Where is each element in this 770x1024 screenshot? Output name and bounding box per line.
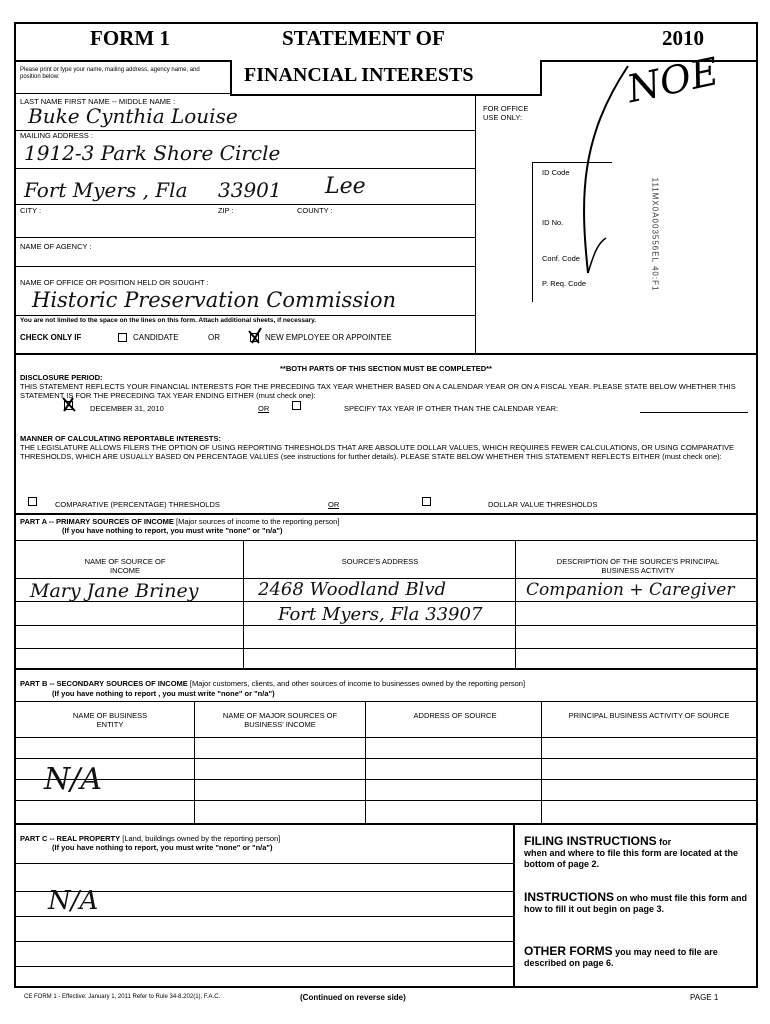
manner-text: THE LEGISLATURE ALLOWS FILERS THE OPTION OF USING REPORTING THRESHOLDS THAT ARE ABSOLUTE DOLLAR VALUES, WHICH REQUIRES FEWER CALCULATIONS, OR USING COMPARATIVE THRESHOLDS, WHICH ARE USUALLY BASED ON PERCENTAGE VALUES (see instructions for further details). PLEASE STATE BELOW WHETHER THIS STATEMENT REFLECTS EITHER (must check one): xyxy=(20,443,735,461)
part-b-subtitle: (If you have nothing to report , you must write "none" or "n/a") xyxy=(52,689,275,698)
both-parts: **BOTH PARTS OF THIS SECTION MUST BE COMPLETED** xyxy=(280,364,492,373)
part-a-top-rule xyxy=(14,513,758,515)
title-line2: FINANCIAL INTERESTS xyxy=(244,64,474,86)
part-b-col2: NAME OF MAJOR SOURCES OF BUSINESS' INCOME xyxy=(222,711,338,729)
part-c-title-note: [Land, buildings owned by the reporting person] xyxy=(122,834,281,843)
filing-instructions xyxy=(524,836,752,870)
check-only-if: CHECK ONLY IF xyxy=(20,333,82,342)
footer-left: CE FORM 1 - Effective: January 1, 2011 Refer to Rule 34-8.202(1), F.A.C. xyxy=(24,994,221,1000)
form-year: 2010 xyxy=(662,26,704,50)
part-b-value: N/A xyxy=(44,762,103,797)
part-a-activity: Companion + Caregiver xyxy=(526,580,735,600)
part-a-row3-line xyxy=(14,648,758,649)
identity-right-border xyxy=(475,95,476,353)
part-b-col1: NAME OF BUSINESS ENTITY xyxy=(72,711,148,729)
county-label: COUNTY : xyxy=(297,206,333,215)
office-line xyxy=(14,315,475,316)
city-line xyxy=(14,204,475,205)
specify-checkbox[interactable] xyxy=(292,401,301,410)
checkmark-icon xyxy=(61,396,79,414)
part-b-col-div2 xyxy=(365,701,366,823)
part-a-title-note: [Major sources of income to the reporting person] xyxy=(176,517,340,526)
name-value: Buke Cynthia Louise xyxy=(28,104,238,128)
dec31-checkbox[interactable] xyxy=(64,401,73,410)
stamp-mark-icon xyxy=(570,48,770,278)
office-value: Historic Preservation Commission xyxy=(32,288,396,312)
part-b-title: PART B -- SECONDARY SOURCES OF INCOME xyxy=(20,679,188,688)
zip-value: 33901 xyxy=(218,178,282,202)
filing-text: when and where to file this form are located at the bottom of page 2. xyxy=(524,848,739,869)
period-label: DISCLOSURE PERIOD: xyxy=(20,373,103,382)
part-b-col-div3 xyxy=(541,701,542,823)
instr-text: on who must file this form and how to fill it out begin on page 3. xyxy=(524,893,748,914)
part-a-title-row xyxy=(20,517,339,526)
zip-label: ZIP : xyxy=(218,206,234,215)
part-b-top-rule xyxy=(14,668,758,670)
part-a-col3: DESCRIPTION OF THE SOURCE'S PRINCIPAL BUSINESS ACTIVITY xyxy=(556,557,720,575)
filing-head: FILING INSTRUCTIONS xyxy=(524,834,657,848)
agency-label: NAME OF AGENCY : xyxy=(20,242,92,251)
instr-head: INSTRUCTIONS xyxy=(524,890,614,904)
part-c-row3-line xyxy=(14,916,514,917)
part-a-header-top xyxy=(14,540,758,541)
part-b-col3: ADDRESS OF SOURCE xyxy=(413,711,497,720)
comparative-label: COMPARATIVE (PERCENTAGE) THRESHOLDS xyxy=(55,500,220,509)
dollar-label: DOLLAR VALUE THRESHOLDS xyxy=(488,500,598,509)
part-b-col-div1 xyxy=(194,701,195,823)
checkmark-icon xyxy=(247,327,267,345)
new-employee-label: NEW EMPLOYEE OR APPOINTEE xyxy=(265,333,392,342)
form-label: FORM 1 xyxy=(90,26,170,50)
specify-line[interactable] xyxy=(640,412,748,413)
address-line2: Fort Myers , Fla xyxy=(24,178,188,202)
office-label: NAME OF OFFICE OR POSITION HELD OR SOUGHT : xyxy=(20,278,209,287)
disclosure-top-rule xyxy=(14,353,758,355)
period-text: THIS STATEMENT REFLECTS YOUR FINANCIAL INTERESTS FOR THE PRECEDING TAX YEAR WHETHER BASED ON A CALENDAR YEAR OR ON A FISCAL YEAR. PLEASE STATE BELOW WHETHER THIS STATEMENT IS FOR THE PRECEDING TAX YEAR ENDING EITHER (must check one): xyxy=(20,382,736,400)
part-a-title: PART A -- PRIMARY SOURCES OF INCOME xyxy=(20,517,174,526)
part-b-title-note: [Major customers, clients, and other sources of income to businesses owned by the reporting person] xyxy=(189,679,526,688)
county-value: Lee xyxy=(325,174,366,199)
part-a-address2: Fort Myers, Fla 33907 xyxy=(278,604,483,625)
agency-line xyxy=(14,266,475,267)
attach-note: You are not limited to the space on the lines on this form. Attach additional sheets, if necessary. xyxy=(20,317,317,324)
comparative-checkbox[interactable] xyxy=(28,497,37,506)
instruction-divider xyxy=(14,93,231,94)
id-no-label: ID No. xyxy=(542,218,564,227)
period-or: OR xyxy=(258,404,270,413)
part-c-title-row xyxy=(20,834,280,843)
part-a-source-name: Mary Jane Briney xyxy=(30,580,199,602)
part-c-top-rule xyxy=(14,823,758,825)
part-c-row4-line xyxy=(14,941,514,942)
other-head: OTHER FORMS xyxy=(524,944,613,958)
other-text: you may need to file are described on page 6. xyxy=(524,947,718,968)
mailing-label: MAILING ADDRESS : xyxy=(20,131,93,140)
id-code-label: ID Code xyxy=(542,168,570,177)
part-a-subtitle: (If you have nothing to report, you must write "none" or "n/a") xyxy=(62,526,283,535)
title-line1: STATEMENT OF xyxy=(282,26,445,50)
footer-continued: (Continued on reverse side) xyxy=(300,993,406,1002)
vertical-code: 111MX0A003556EL 40:F1 xyxy=(650,177,660,292)
other-forms xyxy=(524,946,752,969)
or-label: OR xyxy=(208,333,220,342)
part-a-address1: 2468 Woodland Blvd xyxy=(258,579,447,600)
part-c-row1-line xyxy=(14,863,514,864)
specify-label: SPECIFY TAX YEAR IF OTHER THAN THE CALENDAR YEAR: xyxy=(344,404,559,413)
instruction-text: Please print or type your name, mailing address, agency name, and position below: xyxy=(20,67,200,80)
candidate-checkbox[interactable] xyxy=(118,333,127,342)
svg-text:NOE: NOE xyxy=(623,49,723,112)
office-box-bottom xyxy=(532,162,612,163)
address-line1-rule xyxy=(14,168,475,169)
conf-code-label: Conf. Code xyxy=(542,254,580,263)
how-instructions xyxy=(524,892,752,915)
part-c-subtitle: (If you have nothing to report, you must write "none" or "n/a") xyxy=(52,843,273,852)
part-b-title-row xyxy=(20,679,525,688)
office-use-label: FOR OFFICE USE ONLY: xyxy=(483,104,529,122)
manner-or: OR xyxy=(328,500,340,509)
part-a-col2: SOURCE'S ADDRESS xyxy=(341,557,419,566)
manner-label: MANNER OF CALCULATING REPORTABLE INTERESTS: xyxy=(20,434,221,443)
footer-page: PAGE 1 xyxy=(690,993,719,1002)
name-line xyxy=(14,130,475,131)
part-b-row3-line xyxy=(14,800,758,801)
part-a-col1: NAME OF SOURCE OF INCOME xyxy=(84,557,166,575)
address-line1: 1912-3 Park Shore Circle xyxy=(24,141,281,165)
candidate-label: CANDIDATE xyxy=(133,333,179,342)
part-b-header-bottom xyxy=(14,737,758,738)
part-a-row2-line xyxy=(14,625,758,626)
new-employee-checkbox[interactable] xyxy=(250,333,259,342)
part-c-instructions-div xyxy=(513,823,515,987)
filing-for: for xyxy=(656,837,672,847)
p-req-code-label: P. Req. Code xyxy=(542,279,587,288)
dec31-label: DECEMBER 31, 2010 xyxy=(90,404,164,413)
dollar-checkbox[interactable] xyxy=(422,497,431,506)
part-b-row1-line xyxy=(14,758,758,759)
part-c-row5-line xyxy=(14,966,514,967)
name-label: LAST NAME FIRST NAME -- MIDDLE NAME : xyxy=(20,97,176,106)
city-label: CITY : xyxy=(20,206,42,215)
part-b-col4: PRINCIPAL BUSINESS ACTIVITY OF SOURCE xyxy=(568,711,730,720)
part-c-title: PART C -- REAL PROPERTY xyxy=(20,834,121,843)
part-b-row2-line xyxy=(14,779,758,780)
office-box-line xyxy=(532,162,533,302)
part-c-value: N/A xyxy=(48,886,99,916)
agency-top-line xyxy=(14,237,475,238)
part-b-header-top xyxy=(14,701,758,702)
